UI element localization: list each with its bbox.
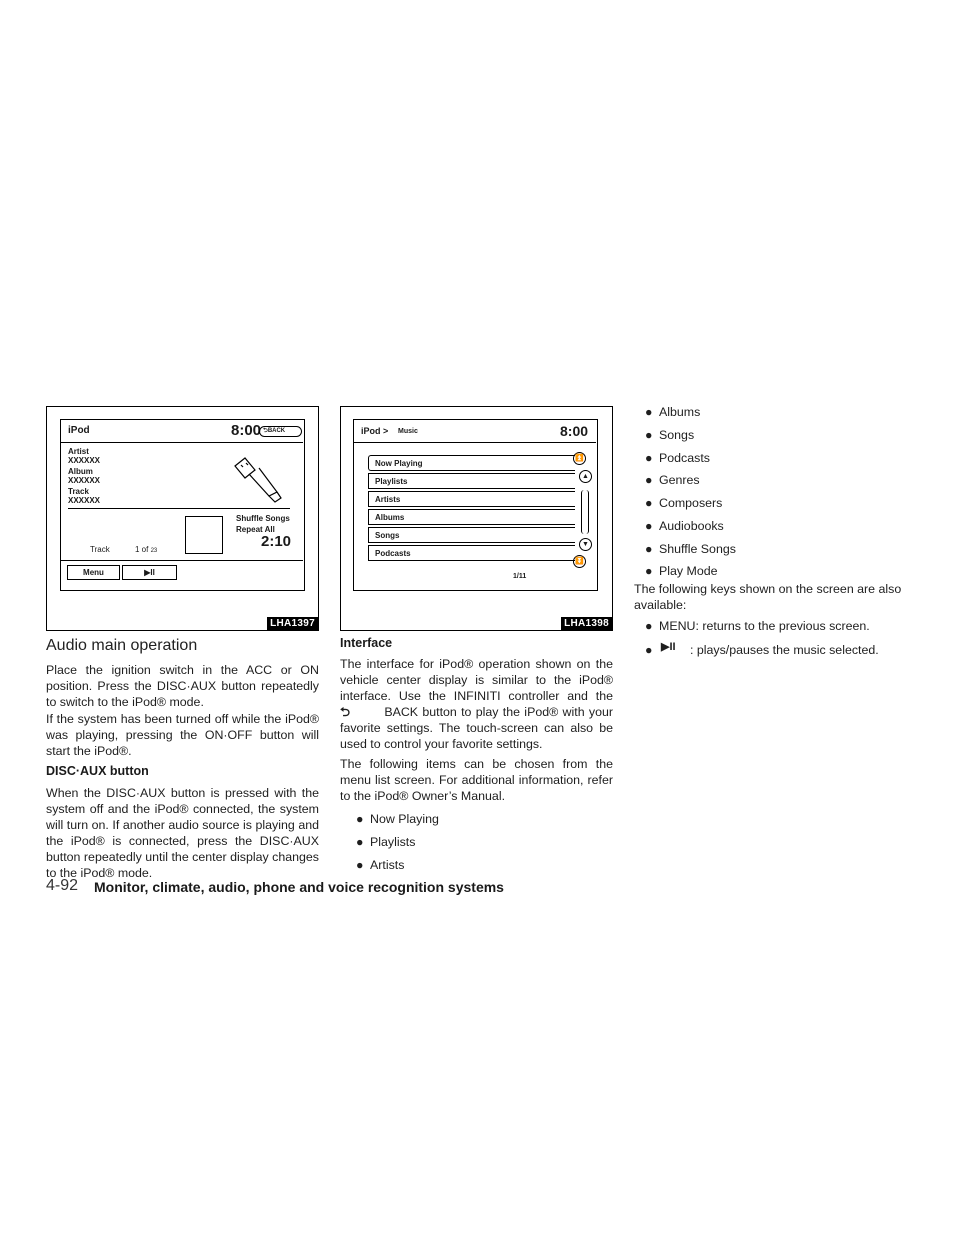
bullet-icon: ● bbox=[645, 519, 653, 533]
play-pause-button[interactable]: ▶II bbox=[122, 565, 177, 580]
menu-item-podcasts[interactable] bbox=[368, 545, 575, 561]
bullet-icon: ● bbox=[645, 496, 653, 510]
list-item-text: Songs bbox=[659, 428, 695, 442]
list-item-text: Artists bbox=[370, 858, 405, 872]
menu-item-label: Songs bbox=[375, 531, 400, 540]
figure-ipod-music-menu bbox=[340, 406, 613, 631]
screen-header bbox=[61, 420, 303, 443]
divider-line bbox=[68, 508, 290, 509]
breadcrumb-music: Music bbox=[398, 428, 418, 435]
breadcrumb-ipod: iPod > bbox=[361, 426, 389, 436]
scroll-up-icon[interactable]: ▲ bbox=[579, 470, 592, 483]
field-album-label: Album bbox=[68, 467, 93, 476]
bullet-icon: ● bbox=[645, 405, 653, 419]
track-label: Track bbox=[90, 545, 110, 554]
field-artist-value: XXXXXX bbox=[68, 456, 101, 465]
bullet-icon: ● bbox=[356, 812, 364, 826]
page-down-fast-icon[interactable]: ⏬ bbox=[573, 555, 586, 568]
chapter-title: Monitor, climate, audio, phone and voice recognition systems bbox=[94, 879, 504, 895]
list-item-text: Audiobooks bbox=[659, 519, 724, 533]
scrollbar[interactable] bbox=[581, 490, 589, 534]
track-counter bbox=[135, 545, 157, 554]
paragraph-on-off: If the system has been turned off while the iPod® was playing, pressing the ON·OFF button will start the iPod®. bbox=[46, 712, 319, 758]
paragraph-menu-items: The following items can be chosen from the menu list screen. For additional information, refer to the iPod® Owner’s Manual. bbox=[340, 757, 613, 803]
list-item-text: Play Mode bbox=[659, 564, 718, 578]
ipod-music-screen bbox=[353, 419, 598, 591]
list-item bbox=[645, 405, 845, 421]
subheading-disc-aux: DISC·AUX button bbox=[46, 764, 149, 778]
back-arrow-icon: ⮌ bbox=[263, 428, 268, 434]
clock: 8:00 bbox=[231, 422, 262, 439]
list-item bbox=[645, 619, 915, 635]
menu-item-artists[interactable] bbox=[368, 491, 575, 507]
page-up-fast-icon[interactable]: ⏫ bbox=[573, 452, 586, 465]
bullet-icon: ● bbox=[645, 473, 653, 487]
bullet-icon: ● bbox=[645, 564, 653, 578]
section-heading: Audio main operation bbox=[46, 637, 198, 654]
menu-button[interactable]: Menu bbox=[67, 565, 120, 580]
play-pause-icon: ▶II bbox=[661, 641, 676, 653]
list-item bbox=[645, 451, 845, 467]
figure-label: LHA1398 bbox=[561, 617, 612, 630]
list-item bbox=[645, 564, 845, 580]
field-artist-label: Artist bbox=[68, 447, 89, 456]
paragraph-interface bbox=[340, 656, 613, 752]
figure-label: LHA1397 bbox=[267, 617, 318, 630]
paragraph-disc-aux: When the DISC·AUX button is pressed with the system off and the iPod® connected, the system will turn on. If another audio source is playing and the iPod® is connected, press the DISC·AUX button repeatedly until the center display changes to the iPod® mode. bbox=[46, 786, 319, 880]
page-number: 4-92 bbox=[46, 877, 79, 894]
list-item bbox=[645, 542, 845, 558]
bullet-icon: ● bbox=[356, 835, 364, 849]
repeat-status: Repeat All bbox=[236, 525, 275, 534]
shuffle-status: Shuffle Songs bbox=[236, 514, 290, 523]
back-arrow-icon: ⮌ bbox=[340, 705, 350, 719]
track-total: 23 bbox=[150, 548, 158, 554]
list-item-text: Shuffle Songs bbox=[659, 542, 736, 556]
scroll-down-icon[interactable]: ▼ bbox=[579, 538, 592, 551]
interface-text-after: BACK button to play the iPod® with your favorite settings. The touch-screen can also be used to control your favorite settings. bbox=[340, 705, 613, 751]
list-item-text: Composers bbox=[659, 496, 723, 510]
menu-item-now-playing[interactable] bbox=[368, 455, 575, 471]
list-item-text: Genres bbox=[659, 473, 700, 487]
field-track-label: Track bbox=[68, 487, 89, 496]
menu-item-label: Podcasts bbox=[375, 549, 411, 558]
list-item bbox=[645, 428, 845, 444]
subheading-interface: Interface bbox=[340, 636, 393, 650]
album-art-placeholder bbox=[185, 516, 223, 554]
list-item bbox=[356, 835, 556, 851]
interface-text-before: The interface for iPod® operation shown on the vehicle center display is similar to the iPod® interface. Use the INFINITI controller and the bbox=[340, 657, 613, 703]
screen-header bbox=[354, 420, 596, 443]
list-item-text: : plays/pauses the music selected. bbox=[690, 643, 879, 657]
bullet-icon: ● bbox=[645, 643, 653, 657]
list-item-text: Playlists bbox=[370, 835, 416, 849]
ipod-main-screen bbox=[60, 419, 305, 591]
list-item-text: MENU: returns to the previous screen. bbox=[659, 619, 870, 633]
list-item bbox=[356, 812, 556, 828]
back-button[interactable] bbox=[259, 426, 302, 437]
menu-item-label: Now Playing bbox=[375, 459, 423, 468]
menu-item-label: Albums bbox=[375, 513, 405, 522]
menu-item-label: Playlists bbox=[375, 477, 408, 486]
screen-title: iPod bbox=[68, 425, 90, 436]
field-album-value: XXXXXX bbox=[68, 476, 101, 485]
track-count: 1 of bbox=[135, 545, 149, 554]
field-track-value: XXXXXX bbox=[68, 496, 101, 505]
menu-item-albums[interactable] bbox=[368, 509, 575, 525]
bullet-icon: ● bbox=[356, 858, 364, 872]
list-item-text: Now Playing bbox=[370, 812, 439, 826]
menu-item-label: Artists bbox=[375, 495, 401, 504]
back-label: BACK bbox=[267, 428, 286, 434]
clock: 8:00 bbox=[560, 423, 589, 439]
list-item bbox=[645, 473, 845, 489]
usb-connector-icon bbox=[229, 456, 293, 506]
paragraph-keys-intro: The following keys shown on the screen are also available: bbox=[634, 582, 902, 612]
list-item bbox=[645, 519, 845, 535]
bullet-icon: ● bbox=[645, 619, 653, 633]
menu-item-songs[interactable] bbox=[368, 527, 575, 543]
paragraph-ignition: Place the ignition switch in the ACC or ON position. Press the DISC·AUX button repeatedly to switch to the iPod® mode. bbox=[46, 663, 319, 709]
page-indicator: 1/11 bbox=[513, 573, 527, 580]
figure-ipod-main-screen bbox=[46, 406, 319, 631]
button-bar-divider bbox=[61, 560, 303, 561]
elapsed-time: 2:10 bbox=[261, 533, 292, 550]
bullet-icon: ● bbox=[645, 451, 653, 465]
list-item bbox=[356, 858, 556, 874]
menu-item-playlists[interactable] bbox=[368, 473, 575, 489]
list-item bbox=[645, 496, 845, 512]
bullet-icon: ● bbox=[645, 428, 653, 442]
list-item-text: Podcasts bbox=[659, 451, 710, 465]
list-item bbox=[645, 643, 915, 659]
list-item-text: Albums bbox=[659, 405, 701, 419]
bullet-icon: ● bbox=[645, 542, 653, 556]
footer bbox=[46, 877, 866, 899]
